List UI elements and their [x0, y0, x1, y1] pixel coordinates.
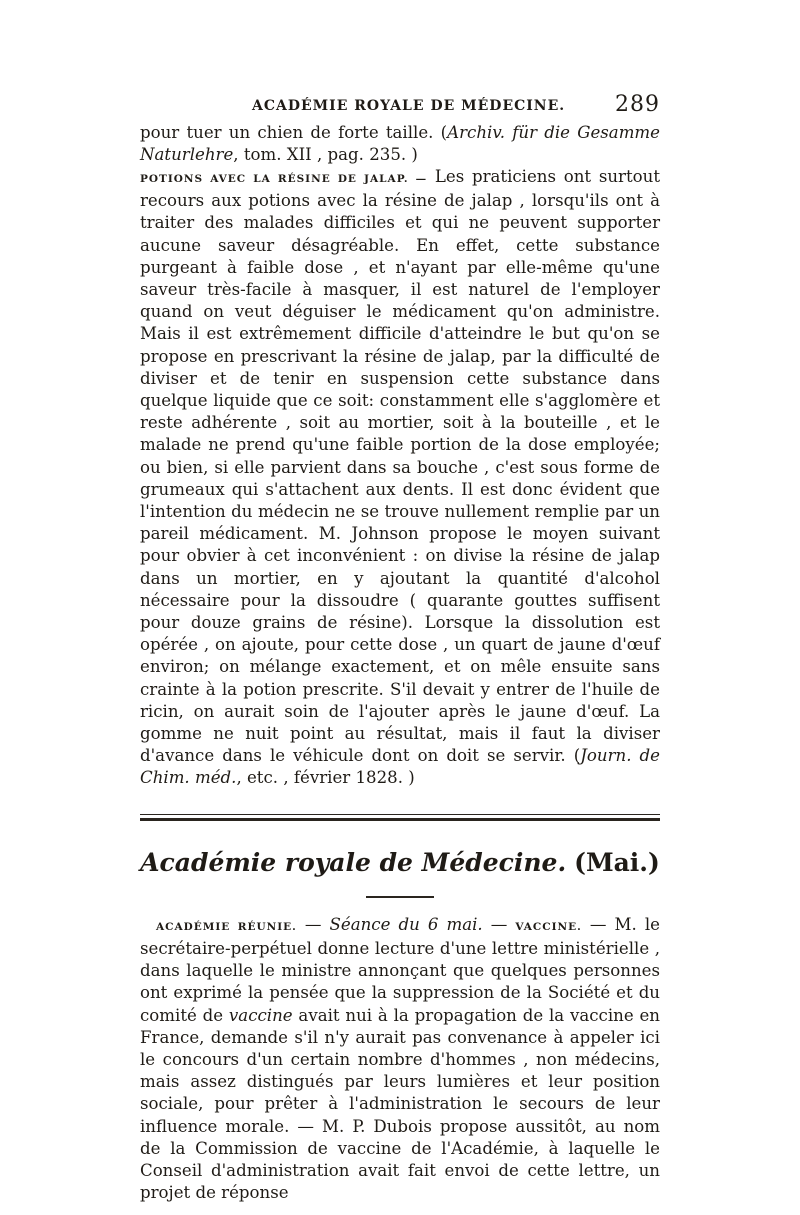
paragraph-label-potions: POTIONS AVEC LA RÉSINE DE JALAP. — [140, 173, 428, 185]
section-title: Académie royale de Médecine. [140, 847, 567, 877]
page-number: 289 [615, 92, 660, 117]
divider-thick-rule [140, 818, 660, 821]
paragraph-label-academie: ACADÉMIE RÉUNIE. [156, 920, 297, 933]
section-heading [140, 848, 660, 878]
paragraph-continuation [140, 122, 660, 166]
paragraph-jalap [140, 166, 660, 790]
citation-journal: Journ. de Chim. méd. [140, 746, 660, 788]
dash-separator: — [296, 914, 330, 934]
italic-word: vaccine [228, 1005, 293, 1025]
section-divider [140, 814, 660, 824]
paragraph-seance [140, 914, 660, 1205]
section-month: (Mai.) [574, 847, 660, 877]
citation-archiv: Archiv. für die Gesamme Naturlehre [140, 123, 660, 165]
paragraph-body: — M. le secrétaire-perpétuel donne lecture d'une lettre ministérielle , dans laquelle le ministre annonçant que quelques personnes ont exprimé la pensée que la suppression de la Société et du comité de [140, 914, 660, 1025]
paragraph-prefix: pour tuer un chien de forte taille. ( [140, 123, 448, 142]
paragraph-label-vaccine: VACCINE. [515, 920, 582, 933]
heading-underline [366, 896, 434, 898]
divider-thin-rule [140, 814, 660, 815]
paragraph-body-continued: avait nui à la propagation de la vaccine en France, demande s'il n'y aurait pas convenance à appeler ici le concours d'un certain nombre d'hommes , non médecins, mais assez distingués par leurs lumières et leur position sociale, pour prêter à l'administration le secours de leur influence morale. — M. P. Dubois propose aussitôt, au nom de la Commission de vaccine de l'Académie, à laquelle le Conseil d'administration avait fait envoi de cette lettre, un projet de réponse [140, 1005, 660, 1203]
running-head: ACADÉMIE ROYALE DE MÉDECINE. [252, 98, 566, 114]
seance-date: Séance du 6 mai. [329, 914, 483, 934]
book-page [140, 92, 660, 1204]
paragraph-suffix: , etc. , février 1828. ) [236, 768, 415, 788]
page-header [140, 92, 660, 122]
paragraph-suffix: , tom. XII , pag. 235. ) [233, 145, 418, 165]
paragraph-body: Les praticiens ont surtout recours aux potions avec la résine de jalap , lorsqu'ils ont à traiter des malades difficiles et qui ne peuvent supporter aucune saveur désagréable. En effet, cette substance purgeant à faible dose , et n'ayant par elle-même qu'une saveur très-facile à masquer, il est naturel de l'employer quand on veut déguiser le médicament qu'on administre. Mais il est extrêmement difficile d'atteindre le but qu'on se propose en prescrivant la résine de jalap, par la difficulté de diviser et de tenir en suspension cette substance dans quelque liquide que ce soit: constamment elle s'agglomère et reste adhérente , soit au mortier, soit à la bouteille , et le malade ne prend qu'une faible portion de la dose employée; ou bien, si elle parvient dans sa bouche , c'est sous forme de grumeaux qui s'attachent aux dents. Il est donc évident que l'intention du médecin ne se trouve nullement remplie par un pareil médicament. M. Johnson propose le moyen suivant pour obvier à cet inconvénient : on divise la résine de jalap dans un mortier, en y ajoutant la quantité d'alcohol nécessaire pour la dissoudre ( quarante gouttes suffisent pour douze grains de résine). Lorsque la dissolution est opérée , on ajoute, pour cette dose , un quart de jaune d'œuf environ; on mélange exactement, et on mêle ensuite sans crainte à la potion prescrite. S'il devait y entrer de l'huile de ricin, on aurait soin de l'ajouter après le jaune d'œuf. La gomme ne nuit point au résultat, mais il faut la diviser d'avance dans le véhicule dont on doit se servir. ( [140, 167, 660, 766]
dash-separator: — [482, 914, 516, 934]
